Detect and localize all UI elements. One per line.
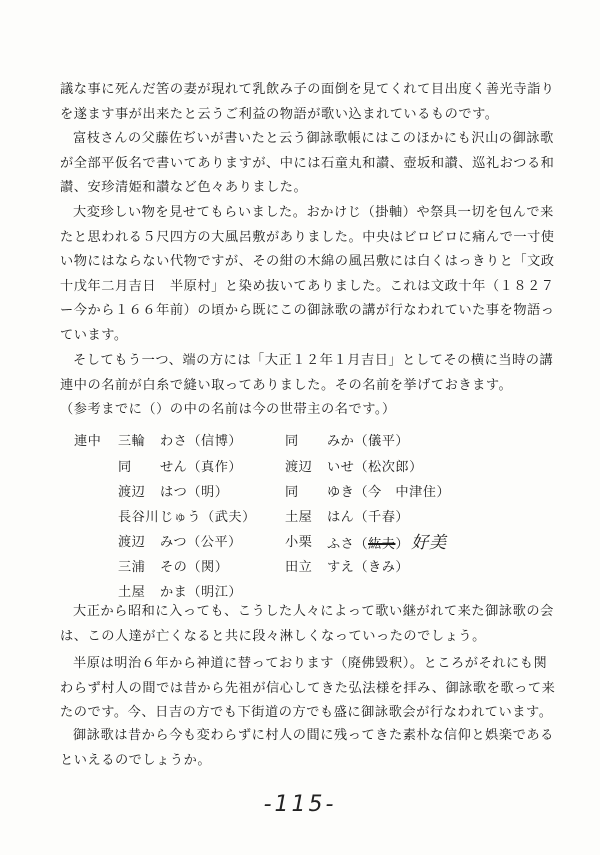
text-line: たと思われる５尺四方の大風呂敷がありました。中央はビロビロに痛んで一寸使	[60, 229, 555, 245]
member-surname: 渡辺	[285, 460, 313, 475]
member-surname: 同	[285, 434, 299, 449]
text-line: 富枝さんの父藤佐ぢいが書いたと云う御詠歌帳にはこのほかにも沢山の御詠歌	[73, 131, 554, 146]
paragraph-4	[60, 349, 560, 423]
text-line: 議な事に死んだ筈の妻が現れて乳飲み子の面倒を見てくれて目出度く善光寺詣り	[60, 82, 555, 97]
member-name: はん（千春）	[327, 510, 410, 525]
member-name: じゅう（武夫）	[160, 510, 256, 525]
text-line: ています。	[60, 327, 128, 343]
paragraph-2	[60, 127, 560, 201]
member-name: みつ（公平）	[160, 535, 242, 550]
text-line: が全部平仮名で書いてありますが、中には石童丸和讃、壺坂和讃、巡礼おつる和	[60, 155, 555, 171]
paragraph-1	[60, 78, 560, 127]
text-line: といえるのでしょうか。	[60, 752, 212, 768]
member-name: その（関）	[160, 560, 229, 575]
member-surname: 三輪	[118, 434, 146, 449]
member-surname: 渡辺	[118, 535, 146, 550]
paragraph-3	[60, 201, 560, 348]
member-name: わさ（信博）	[160, 434, 243, 449]
paragraph-6	[60, 652, 560, 726]
member-surname: 三浦	[118, 560, 146, 575]
member-surname: 長谷川	[118, 510, 160, 525]
text-line: 十戊年二月吉日 半原村」と染め抜いてありました。これは文政十年（１８２７	[60, 278, 555, 294]
member-name: みか（儀平）	[327, 434, 410, 449]
text-line: 讃、安珍清姫和讃など色々ありました。	[60, 180, 308, 195]
text-line: ー今から１６６年前）の頃から既にこの御詠歌の講が行なわれていた事を物語っ	[60, 303, 555, 318]
text-line: い物にはならない代物ですが、その紺の木綿の風呂敷には白くはっきりと「文政	[60, 254, 555, 269]
member-surname: 小栗	[285, 535, 313, 550]
page-number: -115-	[263, 792, 337, 817]
text-line: を遂ます事が出来たと云うご利益の物語が歌い込まれているものです。	[60, 106, 499, 122]
member-surname: 渡辺	[118, 485, 146, 500]
member-surname: 同	[285, 485, 299, 500]
member-surname: 田立	[285, 560, 313, 575]
paragraph-7	[60, 724, 560, 773]
struck-name: 紘夫	[368, 537, 396, 552]
member-name: かま（明江）	[160, 585, 243, 600]
paragraph-5	[60, 600, 560, 649]
member-name: いせ（松次郎）	[327, 460, 423, 475]
member-list-heading: 連中	[74, 434, 102, 449]
member-surname: 同	[118, 460, 132, 475]
text-line: 大変珍しい物を見せてもらいました。おかけじ（掛軸）や祭具一切を包んで来	[73, 205, 554, 220]
handwritten-correction: 好美	[411, 533, 448, 553]
text-line: わらず村人の間では昔から先祖が信心してきた弘法様を拝み、御詠歌を歌って来	[60, 680, 556, 696]
member-name: すえ（きみ）	[327, 560, 410, 575]
text-line: たのです。今、日吉の方でも下街道の方でも盛に御詠歌会が行なわれています。	[60, 705, 553, 720]
text-line: 半原は明治６年から神道に替っております（廃佛毀釈）。ところがそれにも関	[73, 656, 548, 671]
member-name-close: ）	[395, 537, 410, 552]
member-name: はつ（明）	[160, 485, 229, 500]
text-line: そしてもう一つ、端の方には「大正１２年１月吉日」としてその横に当時の講	[73, 353, 554, 368]
text-line: 御詠歌は昔から今も変わらずに村人の間に残ってきた素朴な信仰と娯楽である	[73, 728, 554, 743]
text-line: は、この人達が亡くなると共に段々淋しくなっていったのでしょう。	[60, 628, 486, 644]
member-name-corrected	[327, 528, 447, 553]
member-list	[0, 424, 600, 599]
member-surname: 土屋	[285, 510, 313, 525]
member-name-prefix: ふさ（	[327, 537, 369, 552]
member-name: ゆき（今 中津住）	[327, 485, 451, 500]
text-line: （参考までに（）の中の名前は今の世帯主の名です。）	[60, 402, 396, 417]
text-line: 連中の名前が白糸で縫い取ってありました。その名前を挙げておきます。	[60, 377, 513, 393]
text-line: 大正から昭和に入っても、こうした人々によって歌い継がれて来た御詠歌の会	[73, 604, 554, 619]
member-surname: 土屋	[118, 585, 146, 600]
member-name: せん（真作）	[160, 460, 243, 475]
